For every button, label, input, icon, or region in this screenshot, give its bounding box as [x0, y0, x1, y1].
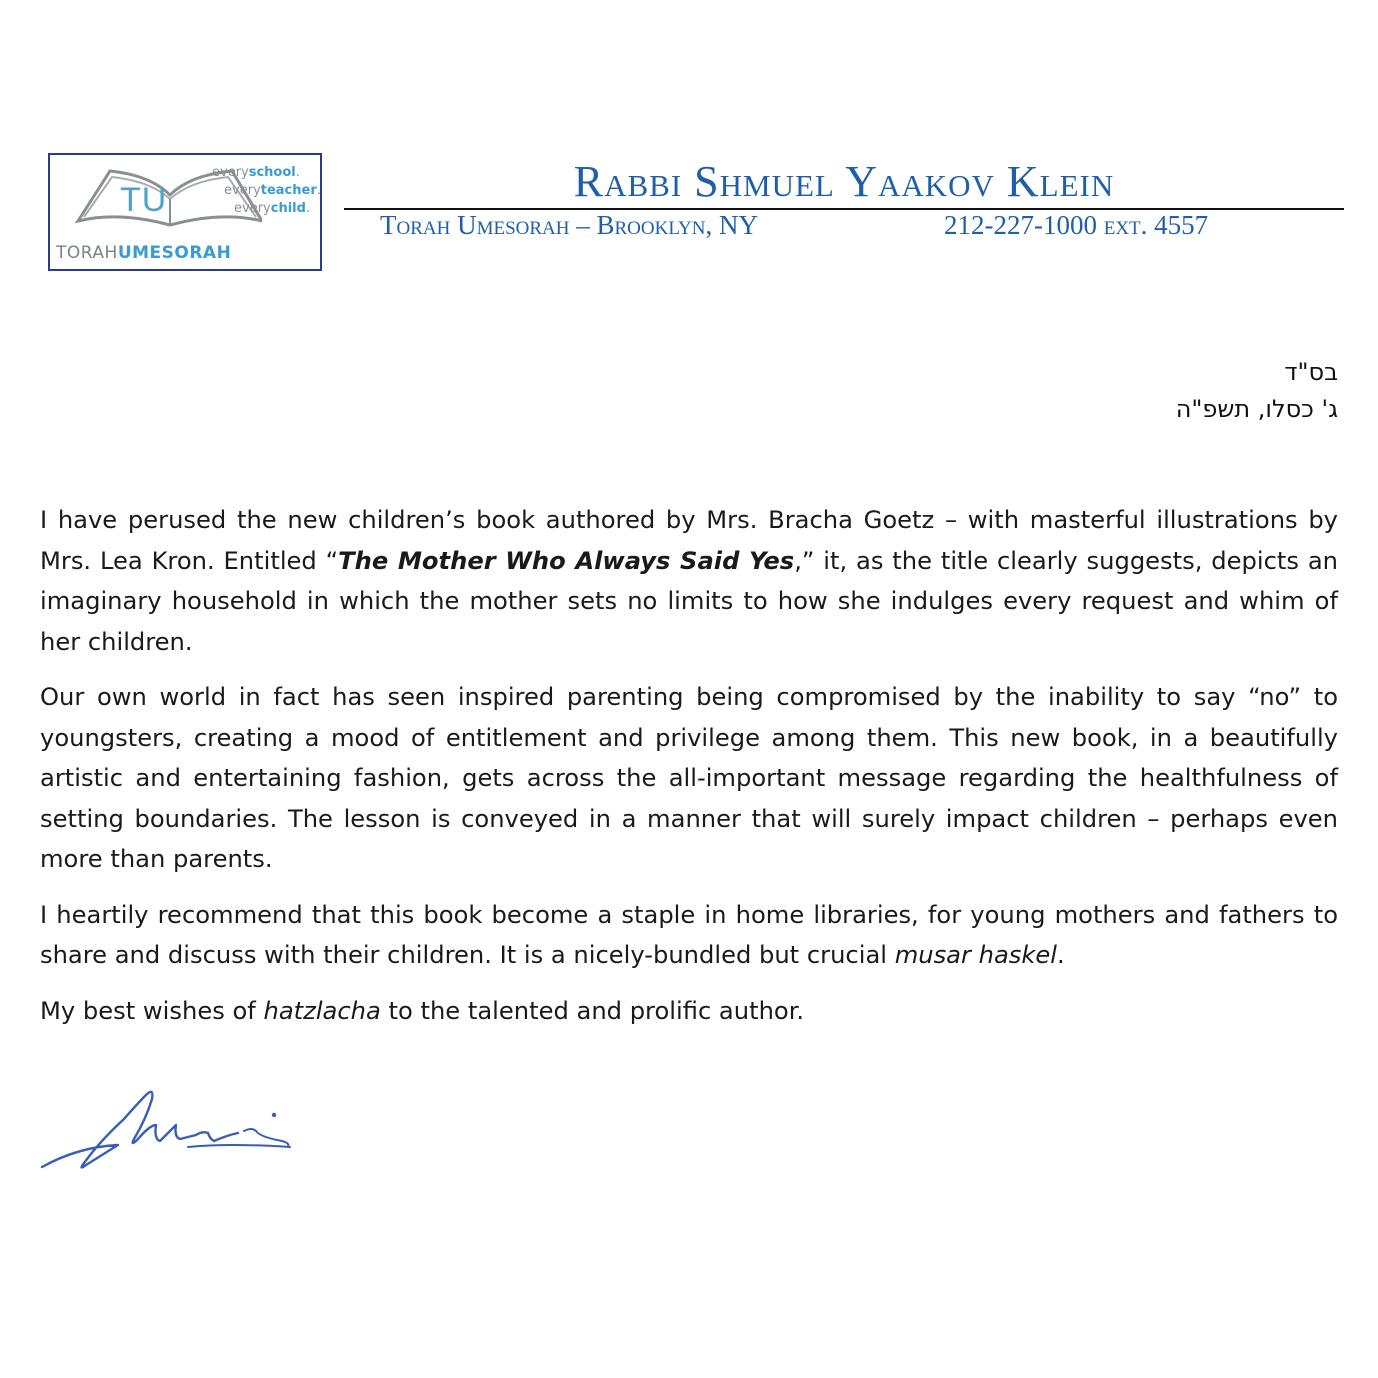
paragraph-4: My best wishes of hatzlacha to the talented and prolific author.	[40, 996, 805, 1025]
paragraph-3: I heartily recommend that this book become a staple in home libraries, for young mothers and fathers to share and discuss with their children. It is a nicely-bundled but crucial musar haskel.	[40, 900, 1338, 969]
tagline-child: everychild.	[234, 201, 311, 216]
logo-brand-text: TORAHUMESORAH	[56, 243, 232, 263]
letterhead-name: Rabbi Shmuel Yaakov Klein	[573, 157, 1115, 206]
torah-umesorah-logo	[48, 153, 322, 271]
letterhead-phone: 212-227-1000 ext. 4557	[944, 210, 1209, 240]
letterhead-organization: Torah Umesorah – Brooklyn, NY	[380, 210, 758, 240]
paragraph-2: Our own world in fact has seen inspired parenting being compromised by the inability to say “no” to youngsters, creating a mood of entitlement and privilege among them. This new book, in a beautifully artistic and entertaining fashion, gets across the all-important message regarding the healthfulness of setting boundaries. The lesson is conveyed in a manner that will surely impact children – perhaps even more than parents.	[40, 683, 1338, 873]
logo-mark: TU	[120, 181, 168, 219]
hebrew-bsd: בס"ד	[1284, 358, 1338, 386]
hebrew-date: ג' כסלו, תשפ"ה	[1175, 395, 1338, 423]
tagline-school: everyschool.	[212, 165, 300, 180]
paragraph-1: I have perused the new children’s book authored by Mrs. Bracha Goetz – with masterful illustrations by Mrs. Lea Kron. Entitled “The Mother Who Always Said Yes,” it, as the title clearly suggests, depicts an imaginary household in which the mother sets no limits to how she indulges every request and whim of her children.	[40, 506, 1338, 656]
letter-body	[40, 500, 1338, 1046]
tagline-teacher: everyteacher.	[224, 183, 321, 198]
book-title: The Mother Who Always Said Yes	[338, 546, 795, 575]
handwritten-signature	[38, 1085, 308, 1175]
